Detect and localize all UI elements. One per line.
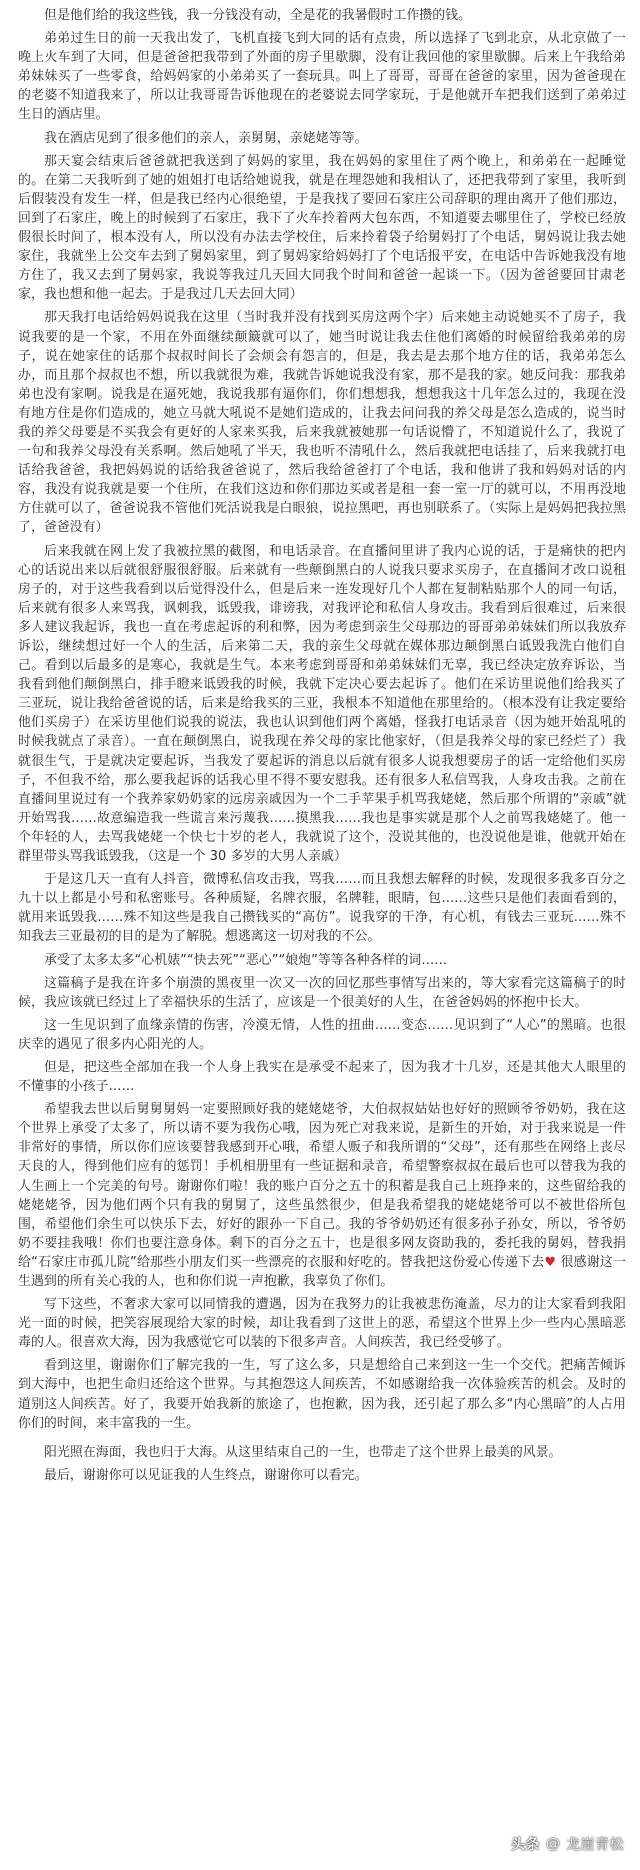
paragraph-9: 这篇稿子是我在许多个崩溃的黑夜里一次又一次的回忆那些事情写出来的，等大家看完这篇稿子的时候，我应该就已经过上了幸福快乐的生活了，应该是一个很美好的人生，在爸爸妈妈的怀抱中长大。 [18, 975, 626, 1010]
watermark-account: 龙崖青松 [566, 1837, 624, 1853]
heart-icon: ♥ [544, 1254, 557, 1270]
paragraph-4: 那天宴会结束后爸爸就把我送到了妈妈的家里，我在妈妈的家里住了两个晚上，和弟弟在一起睡觉的。在第二天我听到了她的姐姐打电话给她说我，就是在埋怨她和我相认了，还把我带到了家里，我听到后假装没有发生一样，但是我已经内心很绝望，于是我找了要回石家庄公司辞职的理由离开了他们那边，回到了石家庄，晚上的时候到了石家庄，我下了火车拎着两大包东西，不知道要去哪里住了，学校已经放假很长时间了，根本没有人，所以没有办法去学校住，后来拎着袋子给舅妈打了个电话，舅妈说让我去她家住，我就坐上公交车去到了舅妈家里，到了舅妈家给妈妈打了个电话报平安，在电话中告诉她我没有地方住了，我又去到了舅妈家，我说等我过几天回大同我个时间和爸爸一起谈一下。（因为爸爸要回甘肃老家，我也想和他一起去。于是我过几天去回大同） [18, 153, 626, 303]
paragraph-6: 后来我就在网上发了我被拉黑的截图，和电话录音。在直播间里讲了我内心说的话，于是痛快的把内心的话说出来以后就很舒服很舒服。后来就有一些颠倒黑白的人说我只要求买房子，在直播间才改口说租房子的，对于这些我看到以后觉得没什么，但是后来一连发现好几个人都在复制粘贴那个人的同一句话，后来就有很多人来骂我，讽刺我，诋毁我，诽谤我，对我评论和私信人身攻击。我看到后很难过，后来很多人建议我起诉，我也一直在考虑起诉的利和弊，因为考虑到亲生父母那边的哥哥弟弟妹妹们所以我放弃诉讼，继续想过好一个人的生活，后来第二天，我的亲生父母就在媒体那边颠倒黑白诋毁我洗白他们自己。看到以后最多的是寒心，我就是生气。本来考虑到哥哥和弟弟妹妹们无辜，我已经决定放弃诉讼，当我看到他们颠倒黑白，排手瞪来诋毁我的时候，我就下定决心要去起诉了。他们在采访里说他们给我买了三亚玩，说让我给爸爸说的话，后来是给我买的三亚，我根本不知道他在那里给的。（根本没有让我定要给他们买房子）在采访里他们说我的说法，我也认识到他们两个离婚，怪我打电话录音（因为她开始乱吼的时候我就点了录音）。一直在颠倒黑白，说我现在养父母的家比他家好，（但是我养父母的家已经烂了）我就很生气，于是就决定要起诉，当我发了要起诉的消息以后就有很多人说我想要房子的话一定给他们买房子，不但我不给，那么要我起诉的话我心里不得不要安慰我。还有很多人私信骂我，人身攻击我。之前在直播间里说过有一个我养家奶奶家的远房亲戚因为一个二手苹果手机骂我姥姥，然后那个所谓的“亲戚”就开始骂我……故意编造我一些谎言来污蔑我……摸黑我……我也是事实就是那个人之前骂我姥姥了。他一个年轻的人，去骂我姥姥一个快七十岁的老人，我就说了这个，没说其他的，也没说他是谁，他就开始在群里带头骂我诋毁我，（这是一个 30 多岁的大男人亲戚） [18, 543, 626, 865]
paragraph-7: 于是这几天一直有人抖音，微博私信攻击我，骂我……而且我想去解释的时候，发现很多我多百分之九十以上都是小号和私密账号。各种质疑，名牌衣服，名牌鞋，眼睛，包……这些只是他们表面看到的，就用来诋毁我……殊不知这些是我自己攒钱买的“高仿”。说我穿的干净，有心机，有钱去三亚玩……殊不知我去三亚最初的目的是为了解脱。想逃离这一切对我的不公。 [18, 872, 626, 945]
paragraph-11: 但是，把这些全部加在我一个人身上我实在是承受不起来了，因为我才十几岁，还是其他大人眼里的不懂事的小孩子…… [18, 1059, 626, 1095]
paragraph-5: 那天我打电话给妈妈说我在这里（当时我并没有找到买房这两个字）后来她主动说她买不了房子，我说我要的是一个家，不用在外面继续颠簸就可以了，她当时说让我去住他们离婚的时候留给我弟弟的房子，说在她家住的话那个叔叔时间长了会烦会有怨言的，但是，我去是去那个地方住的话，我弟弟怎么办，而且那个叔叔也不想，所以我就很为难，我就告诉她说我没有家，那不是我的家。她反问我：那我弟弟也没有家啊。说我是在逼死她，我说我那有逼你们，你们想想我，想想我这十几年怎么过的，我现在没有地方住是你们造成的，她立马就大吼说不是她们造成的，让我去问问我的养父母是怎么造成的，说当时我的养父母要是不买我会有更好的人家来买我，后来我就被她那一句话说懵了，不知道说什么了，我说了一句和我养父母没有关系啊。然后她吼了半天，我也听不清吼什么，然后我就把电话挂了，后来我就打电话给我爸爸，我把妈妈说的话给我爸爸说了，然后我给爸爸打了个电话，我和他讲了我和妈妈对话的内容，我没有说我就是要一个住所，在我们这边和你们那边买或者是租一套一室一厅的就可以，不用再没地方住就可以了，爸爸说我不管他们死活说我是白眼狼，说拉黑吧，再也别联系了。（实际上是妈妈把我拉黑了，爸爸没有） [18, 310, 626, 536]
paragraph-2: 弟弟过生日的前一天我出发了，飞机直接飞到大同的话有点贵，所以选择了飞到北京，从北京做了一晚上火车到了大同，但是爸爸把我带到了外面的房子里歇脚，没有让我回他的家里歇脚。后来上午我给弟弟妹妹买了一些零食，给妈妈家的小弟弟买了一套玩具。叫上了哥哥，哥哥在爸爸的家里，因为爸爸现在的老婆不知道我来了，所以让我哥哥告诉他现在的老婆说去同学家玩，于是他就开车把我们送到了弟弟过生日的酒店里。 [18, 31, 626, 123]
paragraph-14: 看到这里，谢谢你们了解完我的一生，写了这么多，只是想给自己来到这一生一个交代。把痛苦倾诉到大海中，也把生命归还给这个世界。与其抱怨这人间疾苦，不如感谢给我一次体验疾苦的机会。及时的道别这人间疾苦。好了，我要开始我新的旅途了，也抱歉，因为我，还引起了那么多“内心黑暗”的人占用你们的时间，来丰富我的一生。 [18, 1358, 626, 1431]
watermark-separator: @ [546, 1836, 560, 1852]
paragraph-1: 但是他们给的我这些钱，我一分钱没有动，全是花的我暑假时工作攒的钱。 [44, 8, 472, 23]
paragraph-10: 这一生见识到了血缘亲情的伤害，冷漠无情，人性的扭曲……变态……见识到了“人心”的黑暗。也很庆幸的遇见了很多内心阳光的人。 [18, 1017, 626, 1052]
watermark [511, 1834, 624, 1854]
paragraph-15: 阳光照在海面，我也归于大海。从这里结束自己的一生，也带走了这个世界上最美的风景。 [44, 1444, 562, 1460]
paragraph-8: 承受了太多太多“心机婊”“快去死”“恶心”“娘炮”等等各种各样的词…… [44, 952, 448, 968]
paragraph-12-tail: 很感谢这一生遇到的所有关心我的人，也和你们说一声抱歉，我辜负了你们。 [18, 1254, 627, 1289]
paragraph-13: 写下这些，不奢求大家可以同情我的遭遇，因为在我努力的让我被悲伤淹盖，尽力的让大家看到我阳光一面的时候，把笑容展现给大家的时候，却让我看到了这世上的恶，希望这个世界上少一些内心黑暗恶毒的人。很喜欢大海，因为我感觉它可以装的下很多声音。人间疾苦，我已经受够了。 [18, 1297, 626, 1351]
paragraph-12 [18, 1100, 626, 1291]
paragraph-16: 最后，谢谢你可以见证我的人生终点，谢谢你可以看完。 [44, 1467, 368, 1483]
paragraph-3: 我在酒店见到了很多他们的亲人，亲舅舅，亲姥姥等等。 [44, 130, 368, 146]
document-body [18, 6, 626, 1485]
paragraph-12-text: 希望我去世以后舅舅舅妈一定要照顾好我的姥姥姥爷，大伯叔叔姑姑也好好的照顾爷爷奶奶，我在这个世界上承受了太多了，所以请不要为我伤心哦，因为死亡对我来说，是新生的开始，对于我来说是一件非常好的事情，所以你们应该要替我感到开心哦，希望人贩子和我所谓的“父母”，还有那些在网络上丧尽天良的人，得到他们应有的惩罚！手机相册里有一些证据和录音，希望警察叔叔在最后也可以替我为我的人生画上一个完美的句号。谢谢你们啦！我的账户百分之五十的积蓄是我自己上班挣来的，这些留给我的姥姥姥爷，因为他们两个只有我的舅舅了，这些虽然很少，但是我希望我的姥姥姥爷可以不被世俗所包围，希望他们余生可以快乐下去，好好的跟孙一下自己。我的爷爷奶奶还有很多孙子孙女，所以，爷爷奶奶不要挂我哦！你们也要注意身体。剩下的百分之五十，也是很多网友资助我的，委托我的舅妈，替我捐给“石家庄市孤儿院”给那些小朋友们买一些漂亮的衣服和好吃的。替我把这份爱心传递下去 [18, 1102, 626, 1270]
watermark-brand: 头条 [511, 1837, 540, 1853]
